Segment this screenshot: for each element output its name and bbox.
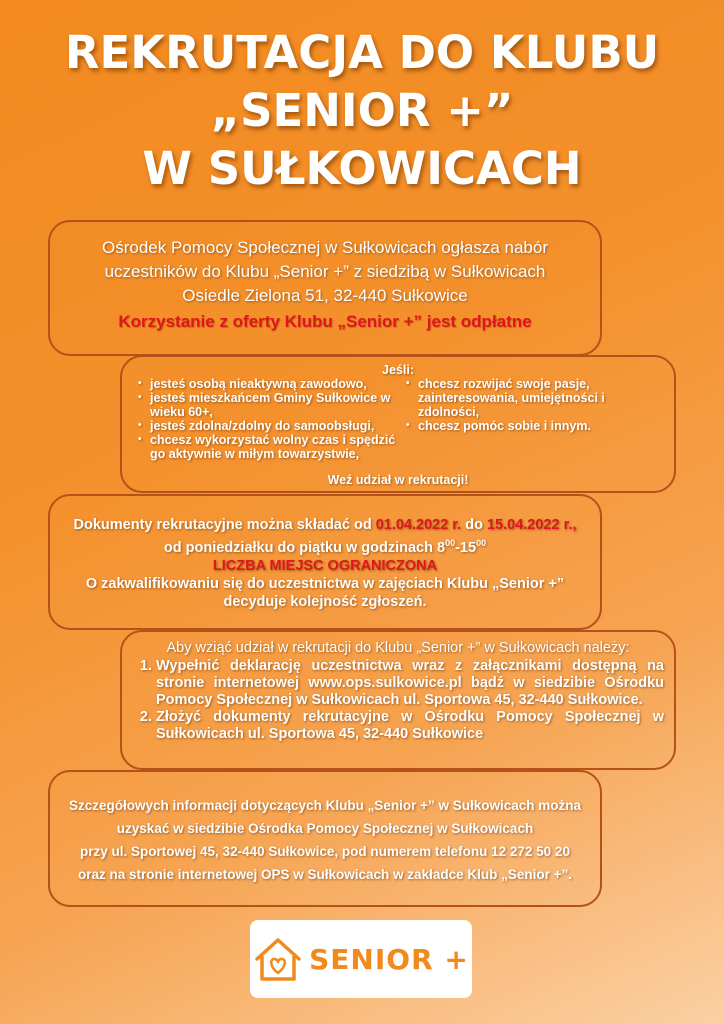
order-line-1: O zakwalifikowaniu się do uczestnictwa w zajęciach Klubu „Senior +” [85, 575, 565, 592]
hours-dash: -15 [455, 539, 477, 556]
list-item: • jesteś mieszkańcem Gminy Sułkowice w wieku 60+, [142, 391, 404, 419]
steps-intro: Aby wziąć udział w rekrutacji do Klubu „Senior +” w Sułkowicach należy: [166, 640, 630, 656]
house-heart-icon [253, 935, 303, 983]
hours-start-sup: 00 [445, 538, 456, 548]
title-line-3: W SUŁKOWICACH [142, 142, 582, 195]
list-item: • jesteś zdolna/zdolny do samoobsługi, [142, 419, 404, 433]
step-item: 1. Wypełnić deklarację uczestnictwa wraz z załącznikami dostępną na stronie internetowej www.ops.sulkowice.pl bądź w siedzibie Ośrodku Pomocy Społecznej w Sułkowicach ul. Sportowa 45, 32-440 Sułkowice. [156, 658, 664, 709]
step-item: 2. Złożyć dokumenty rekrutacyjne w Ośrodku Pomocy Społecznej w Sułkowicach ul. Sportowa 45, 32-440 Sułkowice [156, 709, 664, 743]
paid-notice: Korzystanie z oferty Klubu „Senior +” jest odpłatne [118, 312, 532, 331]
contact-box [48, 770, 602, 907]
start-date: 01.04.2022 r. [375, 517, 462, 533]
hours-end-sup: 00 [476, 538, 487, 548]
contact-line-2: uzyskać w siedzibie Ośrodka Pomocy Społecznej w Sułkowicach [116, 821, 534, 836]
hours-line [50, 534, 600, 557]
steps-box [120, 630, 676, 770]
contact-line-3: przy ul. Sportowej 45, 32-440 Sułkowice, pod numerem telefonu 12 272 50 20 [80, 844, 570, 859]
contact-line-1: Szczegółowych informacji dotyczących Klubu „Senior +” w Sułkowicach można [69, 798, 581, 813]
eligibility-heading: Jeśli: [382, 363, 414, 377]
eligibility-list-right [398, 377, 660, 433]
hours-prefix: od poniedziałku do piątku w godzinach 8 [163, 539, 446, 556]
eligibility-footer: Weź udział w rekrutacji! [327, 473, 469, 487]
list-item: • chcesz wykorzystać wolny czas i spędzić go aktywnie w miłym towarzystwie, [142, 433, 404, 461]
contact-line-4: oraz na stronie internetowej OPS w Sułkowicach w zakładce Klub „Senior +”. [77, 867, 572, 882]
dates-middle: do [461, 517, 487, 533]
dates-line [50, 516, 600, 534]
list-item: • jesteś osobą nieaktywną zawodowo, [142, 377, 404, 391]
order-line-2: decyduje kolejność zgłoszeń. [223, 593, 427, 610]
list-item: • chcesz pomóc sobie i innym. [410, 419, 660, 433]
dates-prefix: Dokumenty rekrutacyjne można składać od [73, 517, 376, 533]
page-title [0, 24, 724, 198]
senior-plus-logo [250, 920, 472, 998]
logo-text: SENIOR + [309, 942, 469, 976]
announcement-line-1: Ośrodek Pomocy Społecznej w Sułkowicach ogłasza nabór [101, 238, 548, 257]
list-item: • chcesz rozwijać swoje pasje, zainteresowania, umiejętności i zdolności, [410, 377, 660, 419]
steps-list [132, 658, 664, 743]
dates-box [48, 494, 602, 630]
title-line-1: REKRUTACJA DO KLUBU [64, 26, 660, 79]
announcement-box [48, 220, 602, 356]
end-date: 15.04.2022 r., [486, 517, 577, 533]
announcement-line-2: uczestników do Klubu „Senior +” z siedzibą w Sułkowicach [104, 262, 546, 281]
title-line-2: „SENIOR +” [210, 84, 514, 137]
eligibility-list-left [130, 377, 404, 461]
eligibility-box [120, 355, 676, 493]
announcement-line-3: Osiedle Zielona 51, 32-440 Sułkowice [182, 286, 468, 305]
limited-places: LICZBA MIEJSC OGRANICZONA [212, 557, 438, 574]
